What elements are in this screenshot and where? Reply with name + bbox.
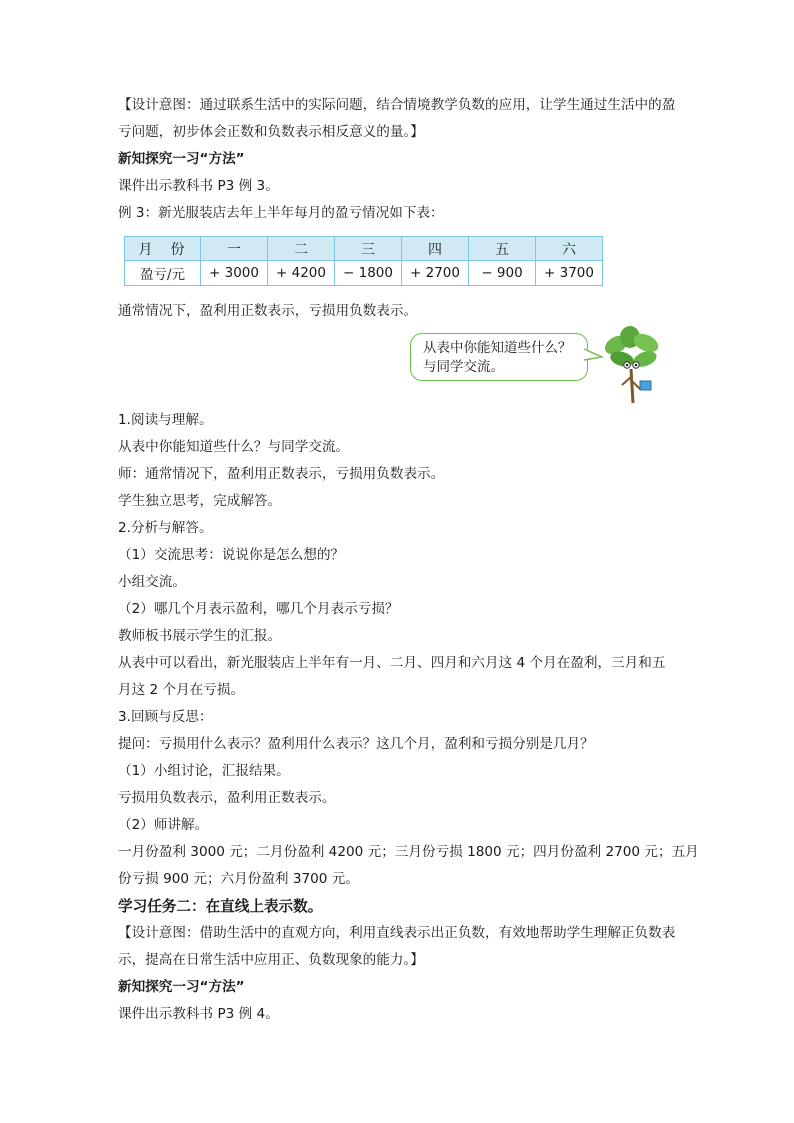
paragraph-1-line-1: 从表中可以看出，新光服装店上半年有一月、二月、四月和六月这 4 个月在盈利，三月和五	[118, 655, 666, 671]
table-header-row	[125, 237, 603, 261]
task-2-heading: 学习任务二：在直线上表示数。	[118, 898, 323, 915]
text-line: 学生独立思考，完成解答。	[118, 493, 282, 509]
paragraph-2-line-1: 一月份盈利 3000 元；二月份盈利 4200 元；三月份亏损 1800 元；四月份盈利 2700 元；五月	[118, 844, 699, 860]
paragraph-2-line-2: 份亏损 900 元；六月份盈利 3700 元。	[118, 871, 359, 887]
hint-illustration	[118, 325, 680, 407]
profit-loss-table	[124, 236, 603, 286]
table-value-cell: − 1800	[335, 261, 402, 286]
table-header-cell: 五	[469, 237, 536, 261]
explore-heading-1: 新知探究一习“方法”	[118, 151, 245, 167]
explore-heading-2: 新知探究一习“方法”	[118, 979, 245, 995]
table-header-cell: 四	[402, 237, 469, 261]
table-header-cell: 二	[268, 237, 335, 261]
table-header-cell: 三	[335, 237, 402, 261]
courseware-line-1: 课件出示教科书 P3 例 3。	[118, 178, 279, 194]
note-line: 通常情况下，盈利用正数表示，亏损用负数表示。	[118, 303, 418, 319]
plant-mascot-icon	[600, 325, 666, 405]
paragraph-1-line-2: 月这 2 个月在亏损。	[118, 682, 245, 698]
text-line: 从表中你能知道些什么？与同学交流。	[118, 439, 350, 455]
document-page	[118, 92, 699, 1028]
text-line: 师：通常情况下，盈利用正数表示，亏损用负数表示。	[118, 466, 445, 482]
design-intent-2: 【设计意图：借助生活中的直观方向，利用直线表示出正负数，有效地帮助学生理解正负数表示，提高在日常生活中应用正、负数现象的能力。】	[118, 925, 676, 968]
table-value-cell: + 3700	[536, 261, 603, 286]
speech-bubble	[410, 333, 588, 381]
table-value-cell: − 900	[469, 261, 536, 286]
text-line: 2.分析与解答。	[118, 520, 213, 536]
text-line: （1）小组讨论，汇报结果。	[118, 763, 290, 779]
table-value-row	[125, 261, 603, 286]
text-line: 教师板书展示学生的汇报。	[118, 628, 282, 644]
text-line: （1）交流思考：说说你是怎么想的？	[118, 547, 345, 563]
text-line: （2）师讲解。	[118, 817, 209, 833]
table-row-label: 盈亏/元	[125, 261, 201, 286]
text-line: 亏损用负数表示，盈利用正数表示。	[118, 790, 336, 806]
example-3-line: 例 3：新光服装店去年上半年每月的盈亏情况如下表：	[118, 205, 444, 221]
table-header-label: 月 份	[125, 237, 201, 261]
table-header-cell: 六	[536, 237, 603, 261]
bubble-line-2: 与同学交流。	[423, 359, 504, 375]
design-intent-1: 【设计意图：通过联系生活中的实际问题，结合情境教学负数的应用，让学生通过生活中的盈亏问题，初步体会正数和负数表示相反意义的量。】	[118, 97, 676, 140]
table-value-cell: + 2700	[402, 261, 469, 286]
table-header-cell: 一	[201, 237, 268, 261]
courseware-line-2: 课件出示教科书 P3 例 4。	[118, 1006, 279, 1022]
table-value-cell: + 3000	[201, 261, 268, 286]
bubble-line-1: 从表中你能知道些什么？	[423, 340, 572, 356]
text-line: 3.回顾与反思：	[118, 709, 213, 725]
text-line: 提问：亏损用什么表示？盈利用什么表示？这几个月，盈利和亏损分别是几月？	[118, 736, 594, 752]
text-line: 小组交流。	[118, 574, 186, 590]
text-line: 1.阅读与理解。	[118, 412, 213, 428]
table-value-cell: + 4200	[268, 261, 335, 286]
text-line: （2）哪几个月表示盈利，哪几个月表示亏损？	[118, 601, 399, 617]
